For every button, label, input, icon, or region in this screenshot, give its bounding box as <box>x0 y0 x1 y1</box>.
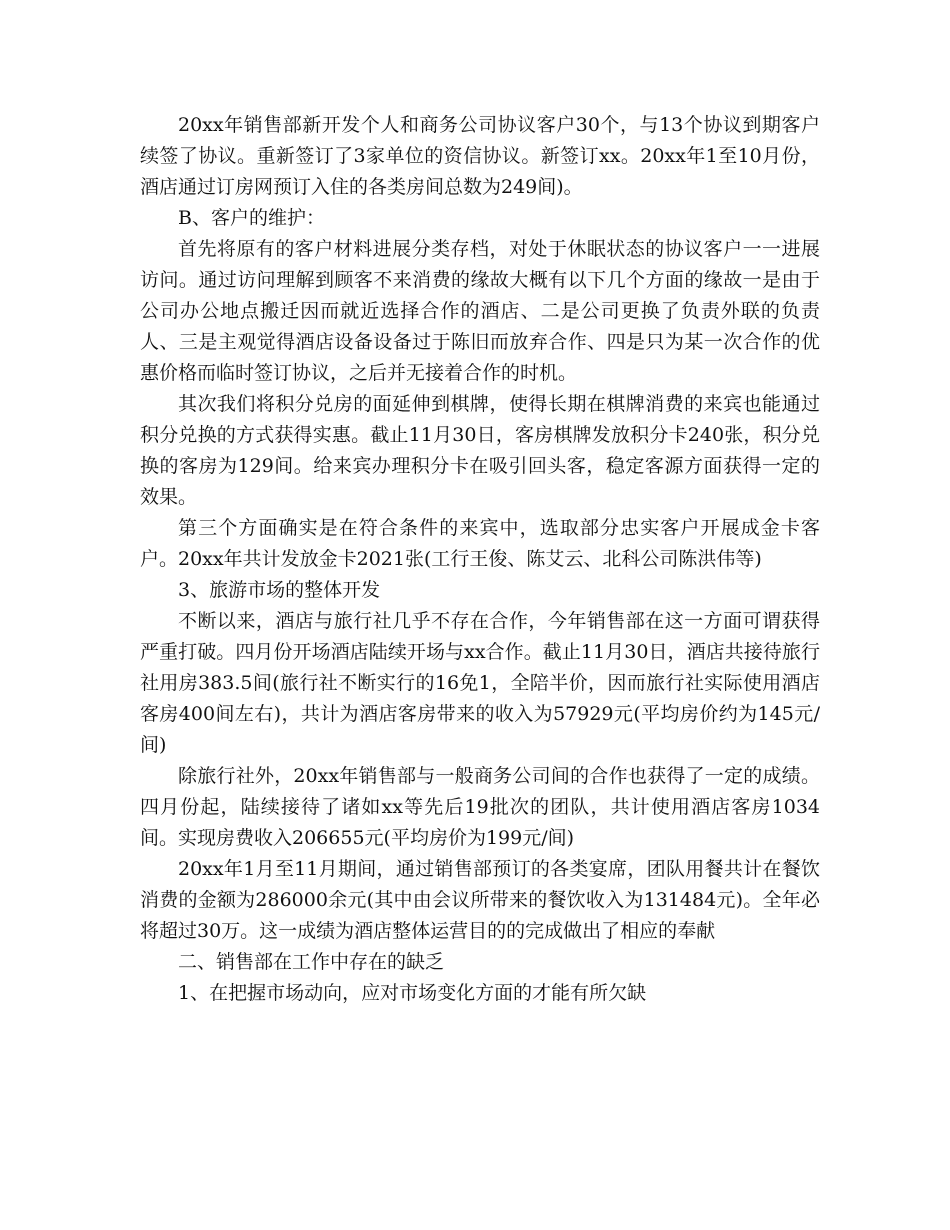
paragraph-banquets: 20xx年1月至11月期间，通过销售部预订的各类宴席，团队用餐共计在餐饮消费的金额为286000余元(其中由会议所带来的餐饮收入为131484元)。全年必将超过30万。这一成绩为酒店整体运营目的的完成做出了相应的奉献 <box>140 858 820 942</box>
paragraph-points-exchange: 其次我们将积分兑房的面延伸到棋牌，使得长期在棋牌消费的来宾也能通过积分兑换的方式获得实惠。截止11月30日，客房棋牌发放积分卡240张，积分兑换的客房为129间。给来宾办理积分卡在吸引回头客，稳定客源方面获得一定的效果。 <box>140 393 820 508</box>
heading-shortcomings: 二、销售部在工作中存在的缺乏 <box>178 951 445 973</box>
paragraph-client-visits: 首先将原有的客户材料进展分类存档，对处于休眠状态的协议客户一一进展访问。通过访问理解到顾客不来消费的缘故大概有以下几个方面的缘故一是由于公司办公地点搬迁因而就近选择合作的酒店、二是公司更换了负责外联的负责人、三是主观觉得酒店设备设备过于陈旧而放弃合作、四是只为某一次合作的优惠价格而临时签订协议，之后并无接着合作的时机。 <box>140 238 820 384</box>
heading-client-maintenance: B、客户的维护： <box>178 207 325 229</box>
paragraph-new-clients: 20xx年销售部新开发个人和商务公司协议客户30个，与13个协议到期客户续签了协议。重新签订了3家单位的资信协议。新签订xx。20xx年1至10月份，酒店通过订房网预订入住的各类房间总数为249间)。 <box>140 114 820 198</box>
document-page <box>140 110 820 1009</box>
paragraph-travel-agency: 不断以来，酒店与旅行社几乎不存在合作，今年销售部在这一方面可谓获得严重打破。四月份开场酒店陆续开场与xx合作。截止11月30日，酒店共接待旅行社用房383.5间(旅行社不断实行的16免1，全陪半价，因而旅行社实际使用酒店客房400间左右)，共计为酒店客房带来的收入为57929元(平均房价约为145元/间) <box>140 610 820 756</box>
heading-tourism-market: 3、旅游市场的整体开发 <box>178 579 381 601</box>
paragraph-gold-card: 第三个方面确实是在符合条件的来宾中，选取部分忠实客户开展成金卡客户。20xx年共计发放金卡2021张(工行王俊、陈艾云、北科公司陈洪伟等) <box>140 517 820 570</box>
paragraph-business-companies: 除旅行社外，20xx年销售部与一般商务公司间的合作也获得了一定的成绩。四月份起，陆续接待了诸如xx等先后19批次的团队，共计使用酒店客房1034间。实现房费收入206655元(平均房价为199元/间) <box>140 765 820 849</box>
heading-market-trends: 1、在把握市场动向，应对市场变化方面的才能有所欠缺 <box>178 982 647 1004</box>
